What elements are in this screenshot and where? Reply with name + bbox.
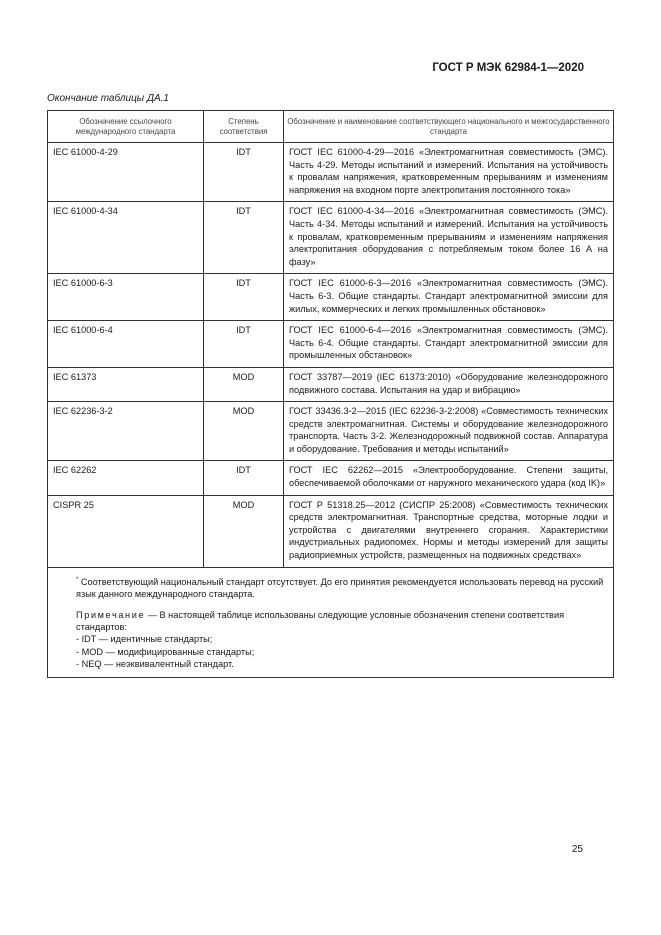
correspondence-table — [47, 110, 614, 678]
header-national-standard: Обозначение и наименование соответствующего национального и межгосударственного стандарта — [284, 111, 614, 143]
table-row — [48, 367, 614, 401]
note-label: Примечание — [76, 609, 146, 620]
header-reference-standard: Обозначение ссылочного международного стандарта — [48, 111, 204, 143]
reference-cell: CISPR 25 — [48, 495, 204, 567]
reference-cell: IEC 62262 — [48, 461, 204, 495]
degree-cell: IDT — [204, 461, 284, 495]
note-text: — В настоящей таблице использованы следующие условные обозначения степени соответствия стандартов: — [76, 609, 565, 632]
national-standard-cell: ГОСТ 33787—2019 (IEC 61373:2010) «Оборудование железнодорожного подвижного состава. Испытания на удар и вибрацию» — [284, 367, 614, 401]
table-row — [48, 202, 614, 274]
table-footer — [48, 567, 614, 677]
national-standard-cell: ГОСТ IEC 61000-4-34—2016 «Электромагнитная совместимость (ЭМС). Часть 4-34. Методы испытаний и измерений. Испытания на устойчивость к провалам, кратковременным прерываниям и изменениям напряжения электропитания оборудования с потребляемым током более 16 А на фазу» — [284, 202, 614, 274]
national-standard-cell: ГОСТ IEC 61000-6-4—2016 «Электромагнитная совместимость (ЭМС). Часть 6-4. Общие стандарты. Стандарт электромагнитной эмиссии для промышленных обстановок» — [284, 321, 614, 368]
national-standard-cell: ГОСТ 33436.3-2—2015 (IEC 62236-3-2:2008) «Совместимость технических средств электромагнитная. Системы и оборудование железнодорожного транспорта. Часть 3-2. Железнодорожный подвижной состав. Аппаратура и оборудование. Требования и методы испытаний» — [284, 402, 614, 461]
degree-cell: MOD — [204, 495, 284, 567]
table-header-row — [48, 111, 614, 143]
footnote — [76, 574, 606, 601]
note-item: - MOD — модифицированные стандарты; — [76, 646, 255, 657]
national-standard-cell: ГОСТ IEC 62262—2015 «Электрооборудование. Степени защиты, обеспечиваемой оболочками от наружного механического удара (код IK)» — [284, 461, 614, 495]
page-number: 25 — [571, 844, 583, 855]
reference-cell: IEC 61000-4-29 — [48, 143, 204, 202]
national-standard-cell: ГОСТ Р 51318.25—2012 (СИСПР 25:2008) «Совместимость технических средств электромагнитная. Транспортные средства, моторные лодки и устройства с двигателями внутреннего сгорания. Характеристики индустриальных радиопомех. Нормы и методы измерений для защиты радиоприемных устройств, размещенных на подвижных средствах» — [284, 495, 614, 567]
degree-cell: IDT — [204, 274, 284, 321]
degree-cell: IDT — [204, 321, 284, 368]
degree-cell: IDT — [204, 143, 284, 202]
footnote-mark: * — [76, 576, 79, 583]
degree-cell: IDT — [204, 202, 284, 274]
table-row — [48, 274, 614, 321]
table-row — [48, 461, 614, 495]
header-degree: Степень соответствия — [204, 111, 284, 143]
footnote-text: Соответствующий национальный стандарт отсутствует. До его принятия рекомендуется использовать перевод на русский язык данного международного стандарта. — [76, 576, 604, 600]
reference-cell: IEC 61000-6-4 — [48, 321, 204, 368]
degree-cell: MOD — [204, 367, 284, 401]
note — [76, 609, 606, 634]
table-row — [48, 321, 614, 368]
table-row — [48, 402, 614, 461]
reference-cell: IEC 61000-4-34 — [48, 202, 204, 274]
reference-cell: IEC 61000-6-3 — [48, 274, 204, 321]
document-id: ГОСТ Р МЭК 62984-1—2020 — [432, 62, 584, 74]
table-row — [48, 143, 614, 202]
degree-cell: MOD — [204, 402, 284, 461]
reference-cell: IEC 62236-3-2 — [48, 402, 204, 461]
note-item: - IDT — идентичные стандарты; — [76, 634, 213, 645]
reference-cell: IEC 61373 — [48, 367, 204, 401]
table-caption: Окончание таблицы ДА.1 — [47, 93, 169, 104]
national-standard-cell: ГОСТ IEC 61000-6-3—2016 «Электромагнитная совместимость (ЭМС). Часть 6-3. Общие стандарты. Стандарт электромагнитной эмиссии для жилых, коммерческих и легких промышленных обстановок» — [284, 274, 614, 321]
table-row — [48, 495, 614, 567]
note-item: - NEQ — неэквивалентный стандарт. — [76, 659, 234, 670]
national-standard-cell: ГОСТ IEC 61000-4-29—2016 «Электромагнитная совместимость (ЭМС). Часть 4-29. Методы испытаний и измерений. Испытания на устойчивость к провалам напряжения, кратковременным прерываниям и изменениям напряжения на входном порте электропитания постоянного тока» — [284, 143, 614, 202]
table-footer-row — [48, 567, 614, 677]
